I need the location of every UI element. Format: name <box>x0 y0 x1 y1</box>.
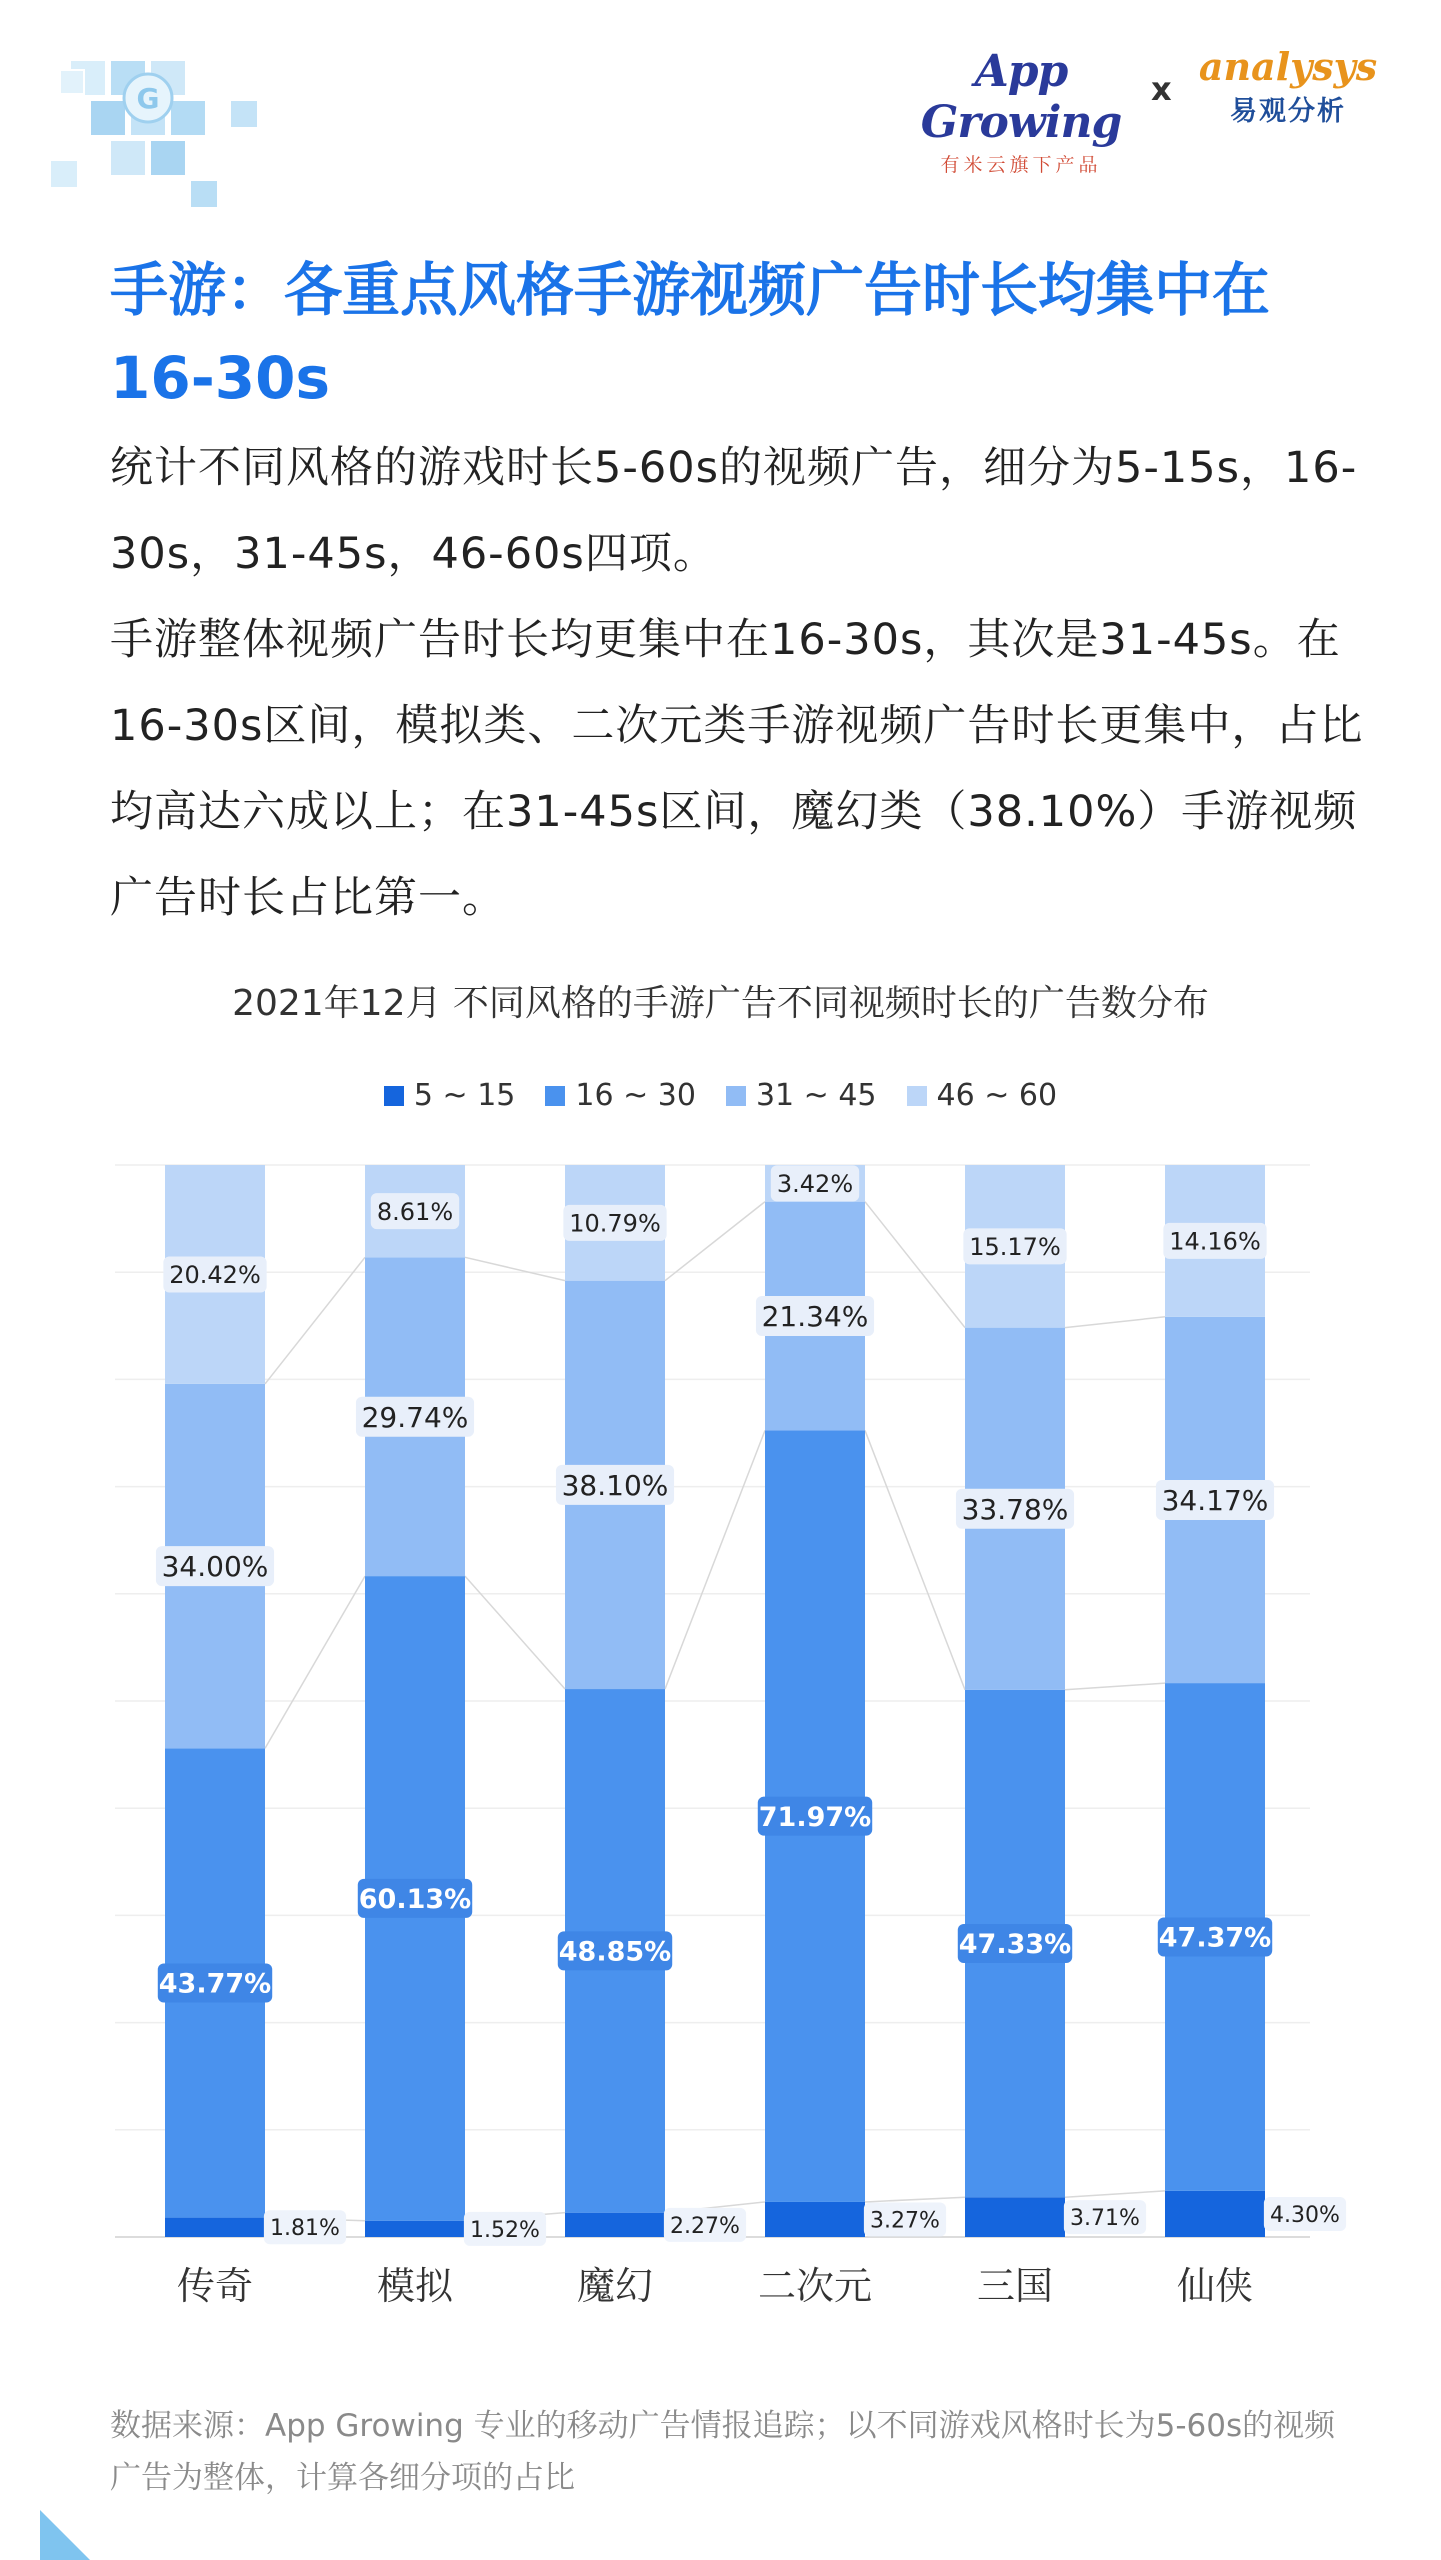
connector-line <box>1065 2191 1165 2197</box>
bar-segment <box>565 2213 665 2237</box>
analysys-logo-text: analysys <box>1198 44 1378 89</box>
data-label: 33.78% <box>961 1492 1069 1526</box>
corner-triangle-decoration <box>40 2510 90 2560</box>
svg-text:G: G <box>136 82 160 115</box>
category-label: 传奇 <box>176 2264 254 2308</box>
page-title: 手游：各重点风格手游视频广告时长均集中在16-30s <box>110 256 1271 412</box>
analysys-cn-name: 易观分析 <box>1230 96 1346 127</box>
data-label: 4.30% <box>1270 2202 1340 2228</box>
connector-line <box>265 1576 365 1748</box>
data-label: 29.74% <box>361 1400 469 1434</box>
data-label: 38.10% <box>561 1468 669 1502</box>
legend-label: 5 ~ 15 <box>413 1078 516 1113</box>
data-label: 34.17% <box>1161 1484 1269 1518</box>
legend-label: 16 ~ 30 <box>575 1078 696 1113</box>
summary-paragraph: 手游整体视频广告时长均更集中在16-30s，其次是31-45s。在16-30s区间，模拟类、二次元类手游视频广告时长更集中，占比均高达六成以上；在31-45s区间，魔幻类（38.10%）手游视频广告时长占比第一。 <box>110 615 1364 923</box>
legend-label: 31 ~ 45 <box>755 1078 877 1113</box>
category-label: 模拟 <box>376 2264 454 2308</box>
logo-separator: x <box>1151 70 1172 108</box>
connector-line <box>265 1257 365 1384</box>
data-label: 2.27% <box>670 2213 740 2239</box>
connector-line <box>1065 1683 1165 1690</box>
data-label: 21.34% <box>761 1300 869 1334</box>
connector-line <box>665 1202 765 1281</box>
data-label: 14.16% <box>1169 1227 1261 1256</box>
data-label: 34.00% <box>161 1550 269 1584</box>
connector-line <box>865 2197 965 2202</box>
data-label: 47.37% <box>1158 1922 1272 1954</box>
connector-line <box>865 1430 965 1689</box>
data-label: 10.79% <box>569 1209 661 1238</box>
bar-segment <box>365 2221 465 2237</box>
category-label: 仙侠 <box>1176 2264 1254 2308</box>
data-label: 1.52% <box>470 2217 540 2243</box>
data-label: 43.77% <box>158 1968 272 2000</box>
data-label: 3.42% <box>776 1169 854 1198</box>
legend-label: 46 ~ 60 <box>936 1078 1058 1113</box>
data-label: 8.61% <box>376 1197 454 1226</box>
bar-segment <box>765 2202 865 2237</box>
appgrowing-logo-text: App Growing <box>920 46 1122 148</box>
connector-line <box>465 1257 565 1280</box>
data-label: 60.13% <box>358 1884 472 1916</box>
connector-line <box>865 1202 965 1328</box>
intro-paragraph: 统计不同风格的游戏时长5-60s的视频广告，细分为5-15s，16-30s，31-45s，46-60s四项。 <box>110 443 1358 579</box>
data-label: 15.17% <box>969 1232 1061 1261</box>
data-label: 71.97% <box>758 1801 872 1833</box>
data-label: 47.33% <box>958 1929 1072 1961</box>
category-label: 三国 <box>976 2264 1054 2308</box>
data-label: 3.27% <box>870 2208 940 2234</box>
data-label: 3.71% <box>1070 2206 1140 2232</box>
category-label: 二次元 <box>757 2264 873 2308</box>
data-source-note: 数据来源：App Growing 专业的移动广告情报追踪；以不同游戏风格时长为5-60s的视频广告为整体，计算各细分项的占比 <box>110 2408 1336 2496</box>
bar-segment <box>1165 2191 1265 2237</box>
data-label: 20.42% <box>169 1261 261 1290</box>
connector-line <box>1065 1317 1165 1328</box>
chart-title: 2021年12月 不同风格的手游广告不同视频时长的广告数分布 <box>232 983 1209 1024</box>
connector-line <box>665 1430 765 1689</box>
appgrowing-tagline: 有米云旗下产品 <box>940 154 1102 176</box>
data-label: 1.81% <box>270 2216 340 2242</box>
data-label: 48.85% <box>558 1936 672 1968</box>
category-label: 魔幻 <box>576 2264 654 2308</box>
bar-segment <box>165 2218 265 2237</box>
bar-segment <box>965 2197 1065 2237</box>
